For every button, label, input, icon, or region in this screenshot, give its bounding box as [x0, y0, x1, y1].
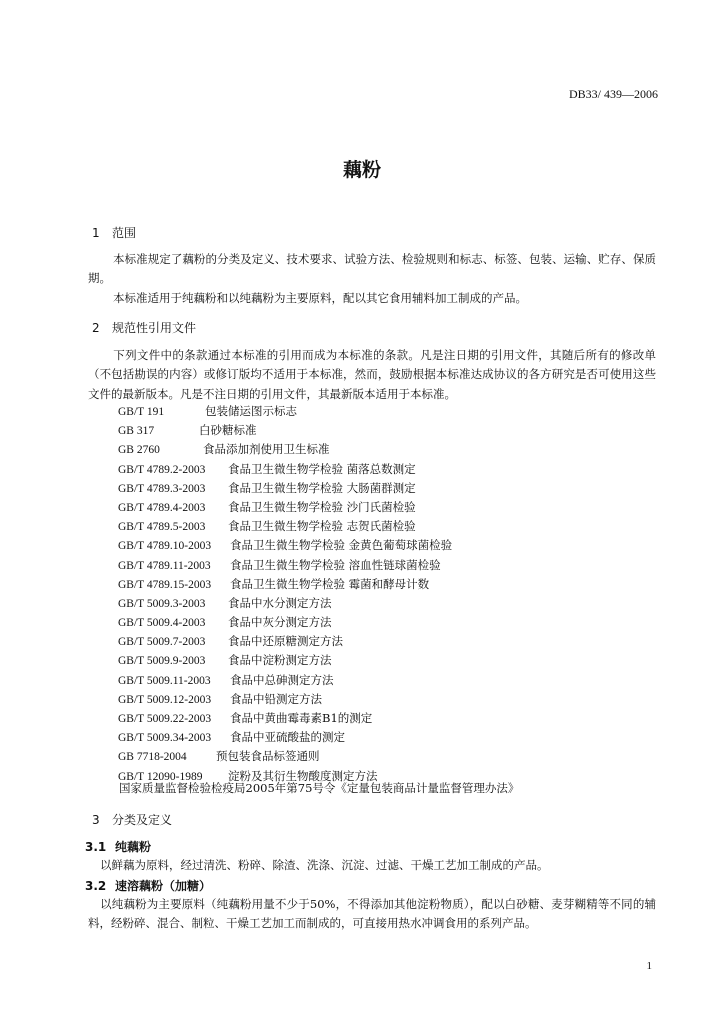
- subsection-3-1-heading: [85, 838, 151, 855]
- paragraph-text: 本标准适用于纯藕粉和以纯藕粉为主要原料，配以其它食用辅料加工制成的产品。: [113, 291, 527, 305]
- reference-code: GB 7718-2004: [118, 751, 187, 764]
- reference-code: GB/T 4789.2-2003: [118, 463, 206, 476]
- reference-code: GB/T 191: [118, 406, 165, 418]
- reference-item: [118, 556, 452, 575]
- reference-title: 食品卫生微生物学检验 金黄色葡萄球菌检验: [230, 538, 453, 553]
- reference-title: 食品卫生微生物学检验 沙门氏菌检验: [228, 499, 416, 514]
- reference-code: GB/T 4789.5-2003: [118, 521, 206, 534]
- reference-item: [118, 690, 452, 709]
- paragraph-text: 本标准规定了藕粉的分类及定义、技术要求、试验方法、检验规则和标志、标签、包装、运输、贮存、保质期。: [88, 252, 656, 286]
- subsection-number: 3.1: [85, 840, 107, 854]
- section-number: 2: [92, 321, 100, 335]
- reference-list: [118, 402, 452, 786]
- reference-item: [118, 517, 452, 536]
- reference-code: GB/T 4789.4-2003: [118, 501, 206, 514]
- reference-code: GB/T 5009.9-2003: [118, 655, 206, 668]
- reference-item: [118, 479, 452, 498]
- document-title: 藕粉: [342, 159, 381, 181]
- section-number: 3: [92, 813, 100, 827]
- reference-item: [118, 536, 452, 555]
- reference-title: 食品卫生微生物学检验 大肠菌群测定: [228, 480, 416, 495]
- reference-code: GB/T 4789.10-2003: [118, 540, 212, 553]
- reference-title: 食品添加剂使用卫生标准: [203, 442, 330, 457]
- reference-title: 食品中淀粉测定方法: [228, 653, 332, 668]
- reference-item: [118, 440, 452, 459]
- subsection-3-2-heading: [85, 877, 211, 894]
- reference-code: GB/T 5009.22-2003: [118, 713, 212, 725]
- reference-code: GB 317: [118, 425, 155, 438]
- reference-title: 食品卫生微生物学检验 溶血性链球菌检验: [230, 557, 441, 572]
- reference-code: GB 2760: [118, 444, 160, 457]
- reference-title: 食品卫生微生物学检验 志贺氏菌检验: [228, 519, 416, 534]
- subsection-3-2-text: [88, 895, 656, 934]
- paragraph-text: 下列文件中的条款通过本标准的引用而成为本标准的条款。凡是注日期的引用文件，其随后所有的修改单（不包括勘误的内容）或修订版均不适用于本标准，然而，鼓励根据本标准达成协议的各方研究是否可使用这些文件的最新版本。凡是不注日期的引用文件，其最新版本适用于本标准。: [88, 348, 656, 401]
- reference-title: 食品中灰分测定方法: [228, 615, 332, 630]
- section-1-paragraph-1: [88, 250, 656, 289]
- reference-title: 食品中水分测定方法: [228, 595, 332, 610]
- reference-title: 食品中亚硫酸盐的测定: [230, 730, 345, 745]
- reference-code: GB/T 12090-1989: [118, 770, 203, 783]
- reference-item: [118, 594, 452, 613]
- reference-item: [118, 671, 452, 690]
- reference-code: GB/T 4789.15-2003: [118, 578, 212, 591]
- decree-reference: 国家质量监督检验检疫局2005年第75号令《定量包装商品计量监督管理办法》: [119, 781, 520, 795]
- subsection-3-1-text: 以鲜藕为原料，经过清洗、粉碎、除渣、洗涤、沉淀、过滤、干燥工艺加工制成的产品。: [100, 858, 549, 872]
- reference-item: [118, 460, 452, 479]
- reference-title: 淀粉及其衍生物酸度测定方法: [228, 768, 378, 783]
- reference-item: [118, 632, 452, 651]
- section-title: 范围: [112, 226, 137, 240]
- reference-code: GB/T 5009.3-2003: [118, 597, 206, 610]
- subsection-number: 3.2: [85, 879, 107, 893]
- reference-title: 食品中总砷测定方法: [230, 672, 334, 687]
- reference-code: GB/T 5009.4-2003: [118, 617, 206, 630]
- reference-title: 包装储运图示标志: [205, 404, 297, 418]
- standard-code: DB33/ 439—2006: [568, 87, 658, 101]
- section-2-heading: [92, 319, 196, 336]
- reference-title: 食品中黄曲霉毒素B1的测定: [230, 711, 373, 725]
- reference-item: [118, 709, 452, 728]
- reference-title: 预包装食品标签通则: [216, 749, 320, 764]
- section-title: 规范性引用文件: [112, 321, 197, 335]
- reference-item: [118, 575, 452, 594]
- reference-title: 食品卫生微生物学检验 霉菌和酵母计数: [230, 576, 430, 591]
- reference-title: 食品中还原糖测定方法: [228, 634, 343, 649]
- reference-item: [118, 613, 452, 632]
- reference-code: GB/T 5009.12-2003: [118, 693, 212, 706]
- section-title: 分类及定义: [112, 813, 173, 827]
- reference-code: GB/T 4789.11-2003: [118, 559, 211, 572]
- reference-title: 白砂糖标准: [199, 423, 257, 438]
- reference-code: GB/T 4789.3-2003: [118, 482, 206, 495]
- reference-code: GB/T 5009.11-2003: [118, 674, 211, 687]
- section-2-intro: [88, 346, 656, 404]
- reference-item: [118, 421, 452, 440]
- subsection-title: 速溶藕粉（加糖）: [115, 879, 212, 893]
- section-1-heading: [92, 224, 136, 241]
- reference-title: 食品卫生微生物学检验 菌落总数测定: [228, 461, 416, 476]
- section-3-heading: [92, 811, 172, 828]
- reference-title: 食品中铅测定方法: [230, 691, 322, 706]
- reference-item: [118, 651, 452, 670]
- reference-item: [118, 747, 452, 766]
- reference-item: [118, 728, 452, 747]
- reference-item: [118, 402, 452, 421]
- subsection-title: 纯藕粉: [115, 840, 152, 854]
- section-number: 1: [92, 226, 100, 240]
- section-1-paragraph-2: [88, 290, 656, 306]
- reference-code: GB/T 5009.7-2003: [118, 636, 206, 649]
- paragraph-text: 以纯藕粉为主要原料（纯藕粉用量不少于50%，不得添加其他淀粉物质），配以白砂糖、麦芽糊精等不同的辅料，经粉碎、混合、制粒、干燥工艺加工而制成的，可直接用热水冲调食用的系列产品。: [88, 897, 656, 931]
- reference-item: [118, 498, 452, 517]
- page-number: 1: [646, 960, 652, 972]
- reference-code: GB/T 5009.34-2003: [118, 732, 212, 745]
